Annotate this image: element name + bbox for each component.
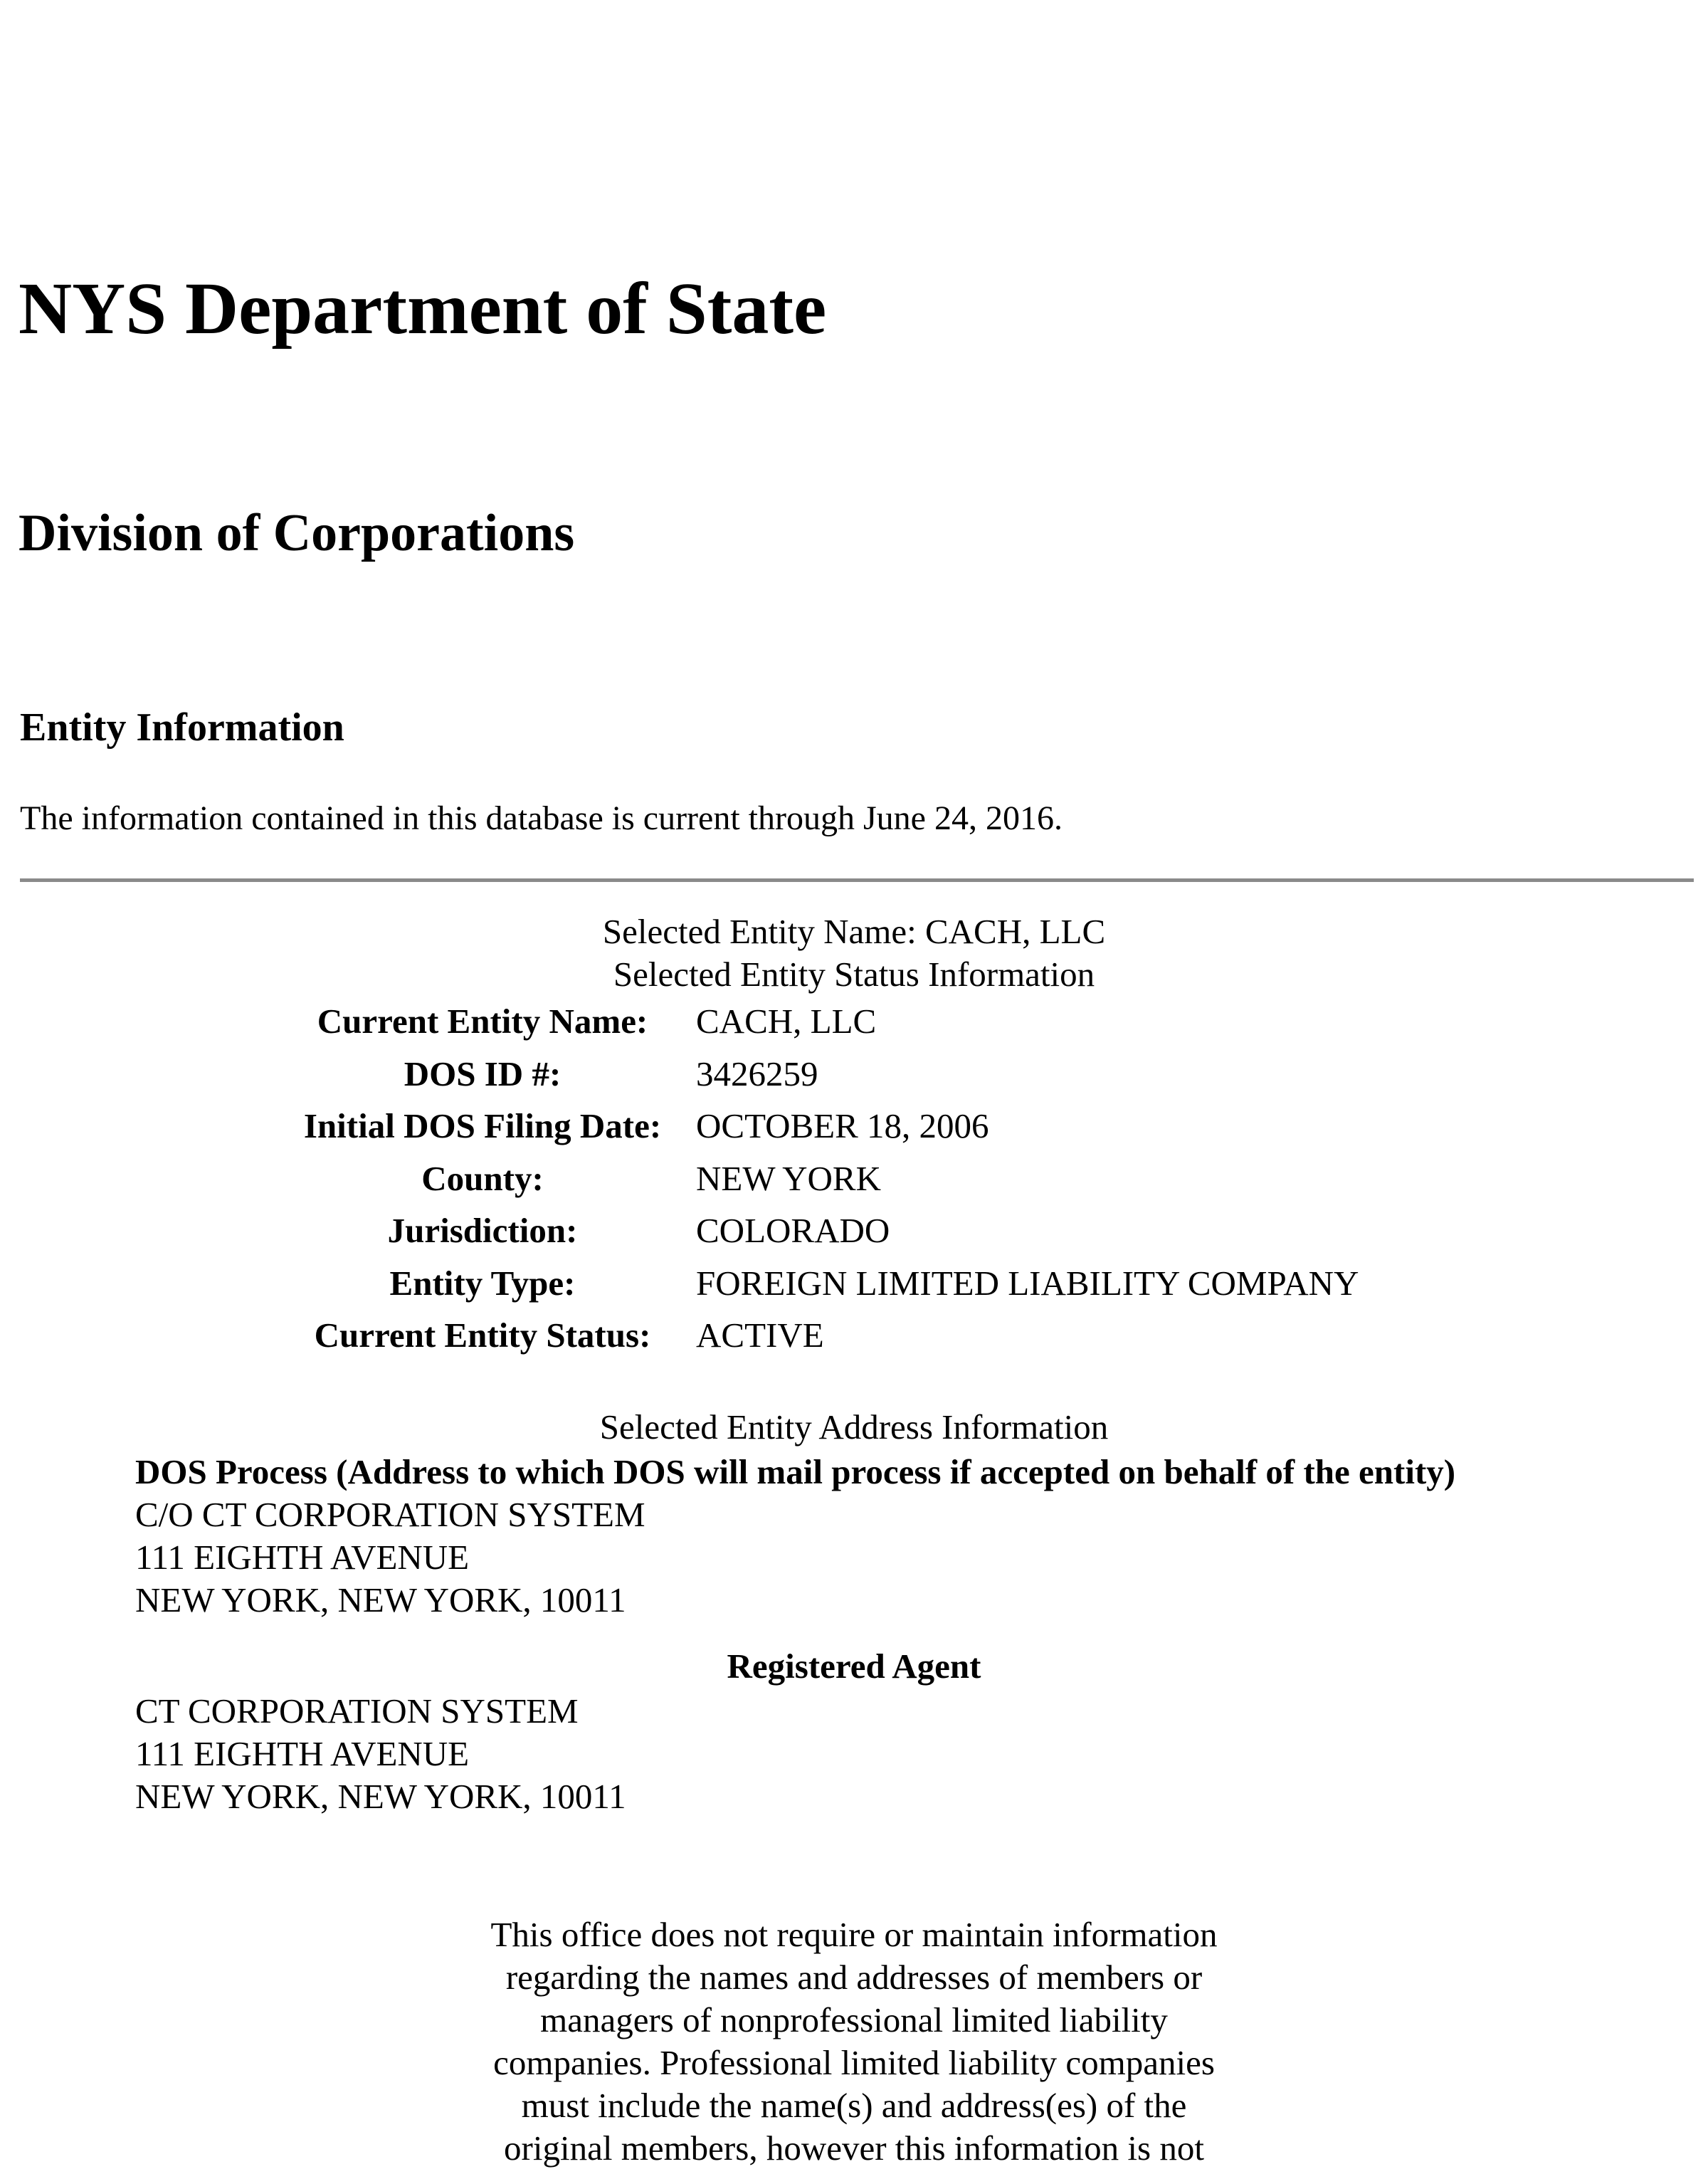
table-row: [285, 995, 1359, 1048]
dos-process-heading: DOS Process (Address to which DOS will mail process if accepted on behalf of the entity): [135, 1452, 1456, 1491]
field-value-dos-id: 3426259: [696, 1054, 818, 1093]
notice-line: regarding the names and addresses of members or: [505, 1958, 1203, 1997]
dos-process-address-line: C/O CT CORPORATION SYSTEM: [135, 1495, 645, 1534]
field-value-current-entity-name: CACH, LLC: [696, 1002, 877, 1041]
notice-line: managers of nonprofessional limited liability: [540, 2000, 1168, 2039]
horizontal-divider: [20, 878, 1694, 882]
registered-agent-heading: Registered Agent: [727, 1647, 981, 1686]
table-row: [285, 1100, 1359, 1152]
field-value-filing-date: OCTOBER 18, 2006: [696, 1106, 989, 1146]
table-row: [285, 1204, 1359, 1257]
field-label-current-entity-name: Current Entity Name:: [317, 1002, 648, 1041]
field-label-entity-type: Entity Type:: [389, 1263, 576, 1303]
table-row: [285, 1309, 1359, 1362]
notice-line: original members, however this information is not: [504, 2128, 1204, 2168]
field-label-entity-status: Current Entity Status:: [314, 1316, 651, 1355]
table-row: [285, 1152, 1359, 1205]
registered-agent-address-line: 111 EIGHTH AVENUE: [135, 1734, 470, 1773]
entity-status-table: [285, 995, 1359, 1362]
section-heading: Entity Information: [20, 705, 344, 750]
notice-line: This office does not require or maintain information: [490, 1915, 1218, 1954]
notice-line: companies. Professional limited liability companies: [493, 2043, 1215, 2082]
notice-line: must include the name(s) and address(es) of the: [521, 2086, 1187, 2125]
division-title: Division of Corporations: [19, 504, 575, 562]
field-value-entity-type: FOREIGN LIMITED LIABILITY COMPANY: [696, 1263, 1359, 1303]
registered-agent-address-line: NEW YORK, NEW YORK, 10011: [135, 1777, 626, 1816]
field-value-entity-status: ACTIVE: [696, 1316, 824, 1355]
table-row: [285, 1048, 1359, 1101]
status-info-heading: Selected Entity Status Information: [613, 955, 1095, 994]
dos-process-address-line: 111 EIGHTH AVENUE: [135, 1538, 470, 1577]
table-row: [285, 1257, 1359, 1310]
dos-process-address-line: NEW YORK, NEW YORK, 10011: [135, 1580, 626, 1619]
database-currency-note: The information contained in this database is current through June 24, 2016.: [20, 799, 1063, 837]
registered-agent-block: [135, 1690, 626, 1818]
field-label-dos-id: DOS ID #:: [404, 1054, 562, 1093]
field-value-jurisdiction: COLORADO: [696, 1211, 890, 1251]
members-notice: [427, 1913, 1281, 2170]
page-title: NYS Department of State: [19, 268, 827, 350]
field-label-jurisdiction: Jurisdiction:: [387, 1211, 578, 1251]
field-value-county: NEW YORK: [696, 1158, 881, 1198]
selected-entity-name: Selected Entity Name: CACH, LLC: [602, 912, 1106, 951]
dos-process-block: [135, 1451, 1455, 1622]
field-label-filing-date: Initial DOS Filing Date:: [303, 1106, 662, 1146]
address-info-heading: Selected Entity Address Information: [599, 1407, 1109, 1446]
field-label-county: County:: [421, 1158, 544, 1198]
registered-agent-address-line: CT CORPORATION SYSTEM: [135, 1691, 579, 1731]
